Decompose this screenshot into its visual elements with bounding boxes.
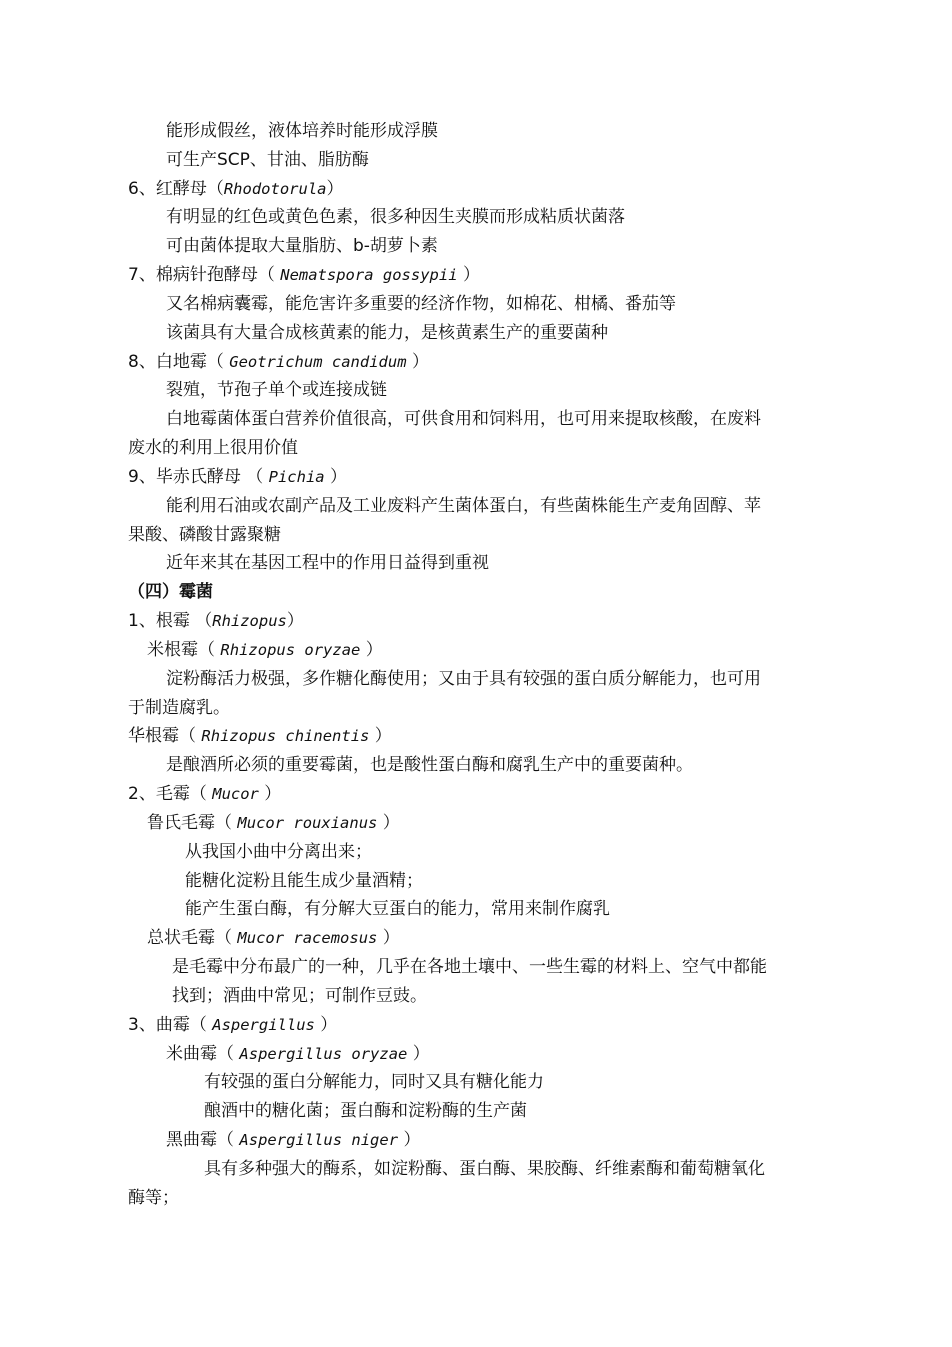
latin-name: Rhizopus chinentis [201, 727, 370, 745]
text-line: 又名棉病囊霉，能危害许多重要的经济作物，如棉花、柑橘、番茄等 [166, 294, 676, 314]
species-heading: 黑曲霉（ Aspergillus niger ） [166, 1130, 421, 1150]
species-heading: 华根霉（ Rhizopus chinentis ） [128, 726, 392, 746]
latin-name: Geotrichum candidum [229, 353, 407, 371]
latin-name: Mucor rouxianus [237, 814, 378, 832]
text-line: 于制造腐乳。 [128, 698, 230, 718]
genus-heading: 1、根霉 （Rhizopus） [128, 611, 304, 631]
text-line: 淀粉酶活力极强，多作糖化酶使用；又由于具有较强的蛋白质分解能力，也可用 [166, 669, 761, 689]
species-heading: 米曲霉（ Aspergillus oryzae ） [166, 1044, 430, 1064]
text-line: 找到；酒曲中常见；可制作豆豉。 [172, 986, 427, 1006]
text-line: 裂殖，节孢子单个或连接成链 [166, 380, 387, 400]
latin-name: Aspergillus niger [239, 1131, 399, 1149]
text-line: 可由菌体提取大量脂肪、b-胡萝卜素 [166, 236, 438, 256]
text-line: 是酿酒所必须的重要霉菌，也是酸性蛋白酶和腐乳生产中的重要菌种。 [166, 755, 693, 775]
species-heading: 6、红酵母（Rhodotorula） [128, 179, 344, 199]
species-heading: 8、白地霉（ Geotrichum candidum ） [128, 352, 429, 372]
text-line: 有明显的红色或黄色色素，很多种因生夹膜而形成粘质状菌落 [166, 207, 625, 227]
text-line: 酿酒中的糖化菌；蛋白酶和淀粉酶的生产菌 [204, 1101, 527, 1121]
latin-name: Rhizopus oryzae [220, 641, 361, 659]
latin-name: Rhizopus [212, 612, 287, 630]
text-line: 酶等； [128, 1188, 179, 1208]
latin-name: Mucor [212, 785, 259, 803]
text-line: 可生产SCP、甘油、脂肪酶 [166, 150, 369, 170]
species-heading: 鲁氏毛霉（ Mucor rouxianus ） [147, 813, 400, 833]
text-line: 能利用石油或农副产品及工业废料产生菌体蛋白，有些菌株能生产麦角固醇、苹 [166, 496, 761, 516]
text-line: 近年来其在基因工程中的作用日益得到重视 [166, 553, 489, 573]
text-line: 果酸、磷酸甘露聚糖 [128, 525, 281, 545]
text-line: 从我国小曲中分离出来； [185, 842, 372, 862]
latin-name: Pichia [268, 468, 325, 486]
latin-name: Mucor racemosus [237, 929, 378, 947]
species-heading: 米根霉（ Rhizopus oryzae ） [147, 640, 383, 660]
latin-name: Aspergillus oryzae [239, 1045, 408, 1063]
text-line: 能形成假丝，液体培养时能形成浮膜 [166, 121, 438, 141]
species-heading: 总状毛霉（ Mucor racemosus ） [147, 928, 400, 948]
genus-heading: 2、毛霉（ Mucor ） [128, 784, 282, 804]
text-line: 有较强的蛋白分解能力，同时又具有糖化能力 [204, 1072, 544, 1092]
latin-name: Aspergillus [212, 1016, 315, 1034]
text-line: 能产生蛋白酶，有分解大豆蛋白的能力，常用来制作腐乳 [185, 899, 610, 919]
latin-name: Rhodotorula [223, 180, 327, 198]
text-line: 废水的利用上很用价值 [128, 438, 298, 458]
species-heading: 7、棉病针孢酵母（ Nematspora gossypii ） [128, 265, 480, 285]
genus-heading: 3、曲霉（ Aspergillus ） [128, 1015, 338, 1035]
text-line: 能糖化淀粉且能生成少量酒精； [185, 871, 423, 891]
section-heading: （四）霉菌 [128, 582, 213, 602]
text-line: 是毛霉中分布最广的一种，几乎在各地土壤中、一些生霉的材料上、空气中都能 [172, 957, 767, 977]
species-heading: 9、毕赤氏酵母 （ Pichia ） [128, 467, 348, 487]
text-line: 白地霉菌体蛋白营养价值很高，可供食用和饲料用，也可用来提取核酸，在废料 [166, 409, 761, 429]
text-line: 该菌具有大量合成核黄素的能力，是核黄素生产的重要菌种 [166, 323, 608, 343]
latin-name: Nematspora gossypii [280, 266, 458, 284]
text-line: 具有多种强大的酶系，如淀粉酶、蛋白酶、果胶酶、纤维素酶和葡萄糖氧化 [204, 1159, 765, 1179]
